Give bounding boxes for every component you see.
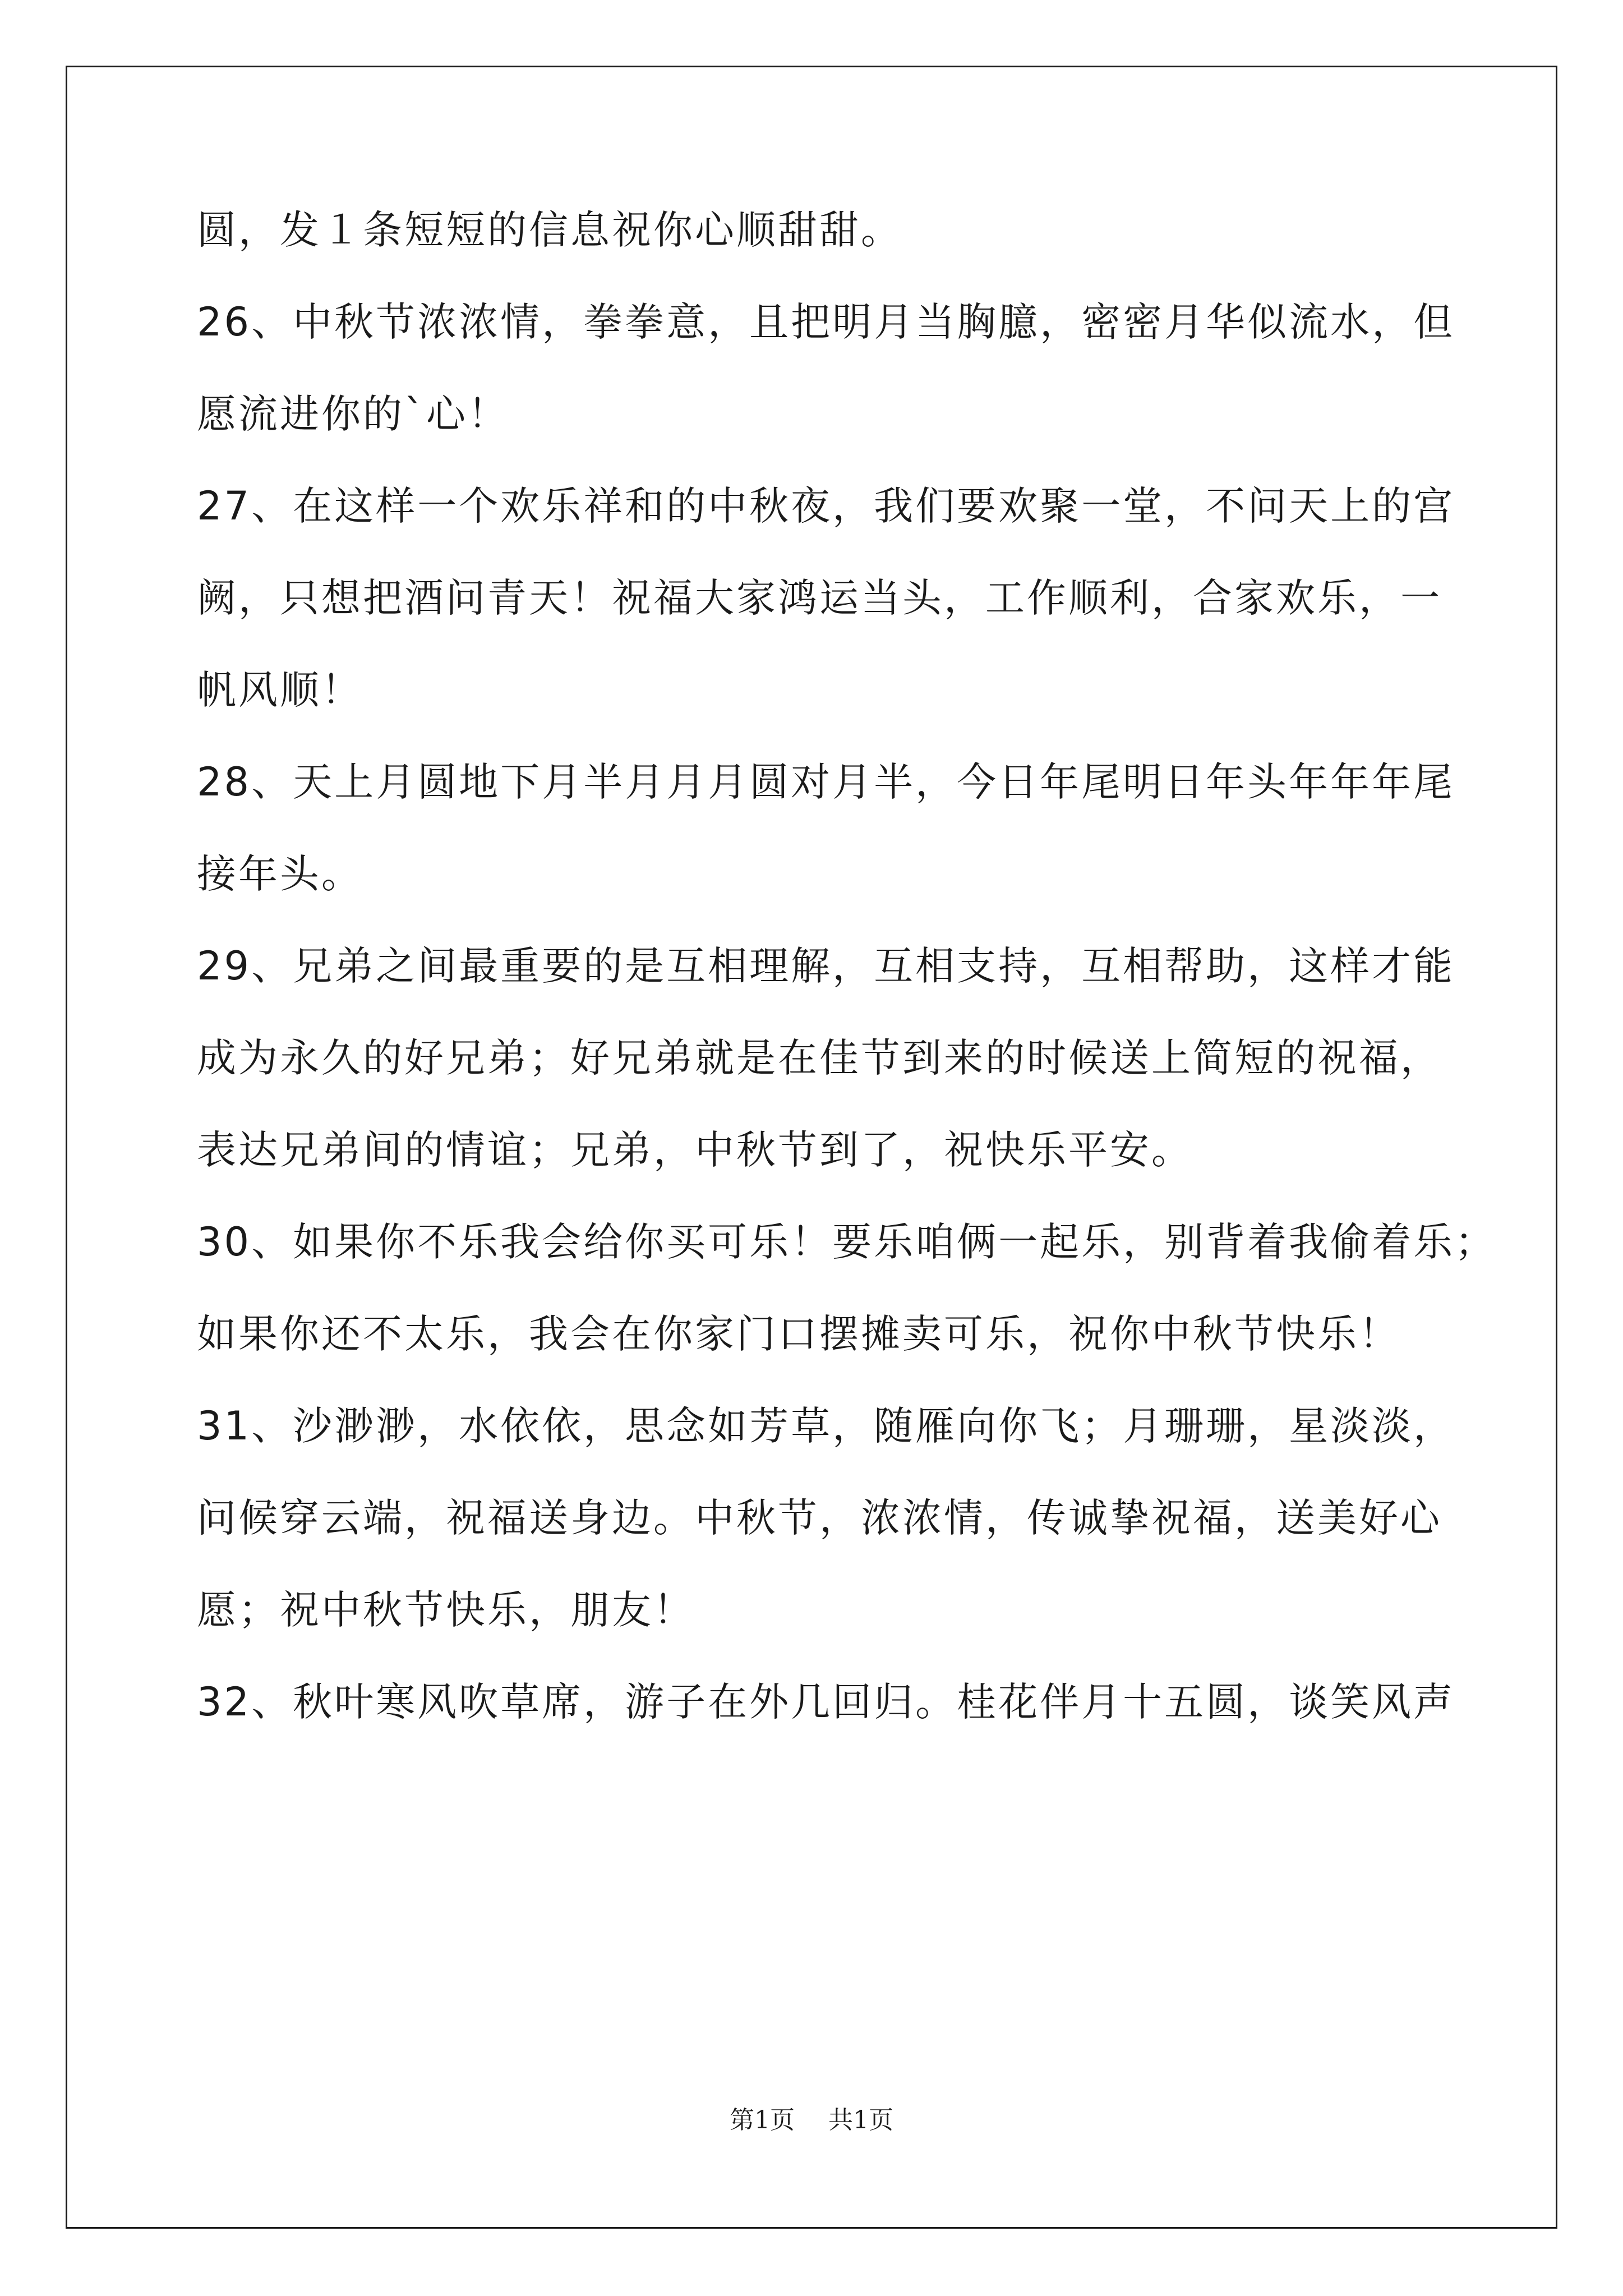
text-line: 表达兄弟间的情谊；兄弟，中秋节到了，祝快乐平安。 [197,1127,1193,1173]
page-number-current: 第1页 [730,2106,795,2134]
text-line: 帆风顺！ [197,667,363,713]
text-line: 26、中秋节浓浓情，拳拳意，且把明月当胸臆，密密月华似流水，但 [197,299,1455,345]
text-line: 28、天上月圆地下月半月月月圆对月半，今日年尾明日年头年年年尾 [197,759,1455,805]
text-line: 接年头。 [197,851,363,897]
text-line: 愿；祝中秋节快乐，朋友！ [197,1587,695,1633]
text-line: 29、兄弟之间最重要的是互相理解，互相支持，互相帮助，这样才能 [197,943,1455,989]
page-footer [0,2106,1623,2134]
text-line: 成为永久的好兄弟；好兄弟就是在佳节到来的时候送上简短的祝福， [197,1035,1442,1081]
text-line: 圆，发１条短短的信息祝你心顺甜甜。 [197,207,902,253]
text-line: 如果你还不太乐，我会在你家门口摆摊卖可乐，祝你中秋节快乐！ [197,1311,1400,1357]
text-line: 27、在这样一个欢乐祥和的中秋夜，我们要欢聚一堂，不问天上的宫 [197,483,1455,529]
text-line: 32、秋叶寒风吹草席，游子在外几回归。桂花伴月十五圆，谈笑风声 [197,1679,1455,1725]
document-body [197,207,1497,1774]
text-line: 30、如果你不乐我会给你买可乐！要乐咱俩一起乐，别背着我偷着乐； [197,1219,1497,1265]
text-line: 问候穿云端，祝福送身边。中秋节，浓浓情，传诚挚祝福，送美好心 [197,1495,1442,1541]
text-line: 阙，只想把酒问青天！祝福大家鸿运当头，工作顺利，合家欢乐，一 [197,575,1442,621]
page-number-total: 共1页 [828,2106,893,2134]
text-line: 愿流进你的`心！ [197,391,509,437]
text-line: 31、沙渺渺，水依依，思念如芳草，随雁向你飞；月珊珊，星淡淡， [197,1403,1455,1449]
